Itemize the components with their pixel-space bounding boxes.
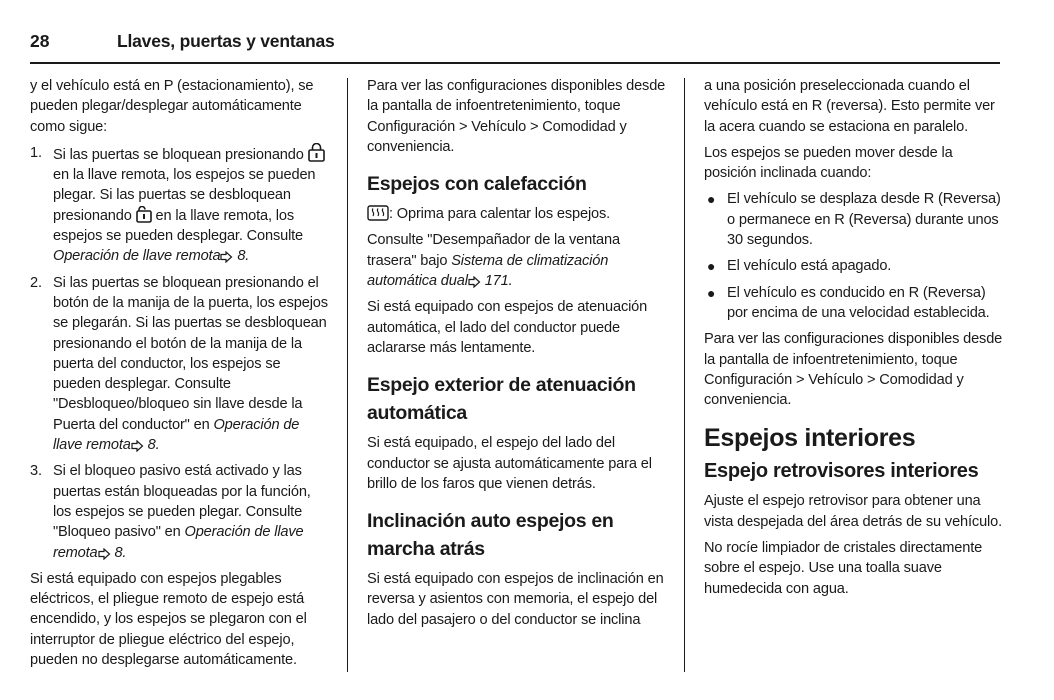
list-item: [30, 273, 332, 456]
section-heading-heated-mirrors: Espejos con calefacción: [367, 173, 587, 196]
list-item: [30, 461, 332, 562]
page-reference: 8.: [237, 248, 250, 265]
page-ref-arrow-icon: [98, 548, 111, 560]
page-header: [30, 31, 1000, 57]
heater-instruction: [367, 204, 669, 224]
page-number: 28: [30, 31, 50, 51]
bullet-icon: ●: [707, 284, 716, 301]
consult-paragraph: [367, 230, 669, 291]
bullet-text: El vehículo es conducido en R (Reversa) por encima de una velocidad establecida.: [727, 284, 990, 321]
step-number: 2.: [30, 274, 42, 291]
closing-paragraph: Si está equipado con espejos plegables eléctricos, el pliegue remoto de espejo está encendido, y los espejos se plegaron con el interruptor de pliegue eléctrico del espejo, pueden no desplegarse automáticamente.: [30, 570, 307, 669]
list-item: [30, 143, 332, 267]
header-rule: [30, 62, 1000, 64]
column-divider: [347, 78, 348, 672]
unlock-icon: [136, 206, 152, 223]
config-paragraph: Para ver las configuraciones disponibles desde la pantalla de infoentretenimiento, toque Configuración > Vehículo > Comodidad y conveniencia.: [367, 78, 666, 155]
page-reference: 171.: [484, 273, 513, 290]
bullet-text: El vehículo está apagado.: [727, 258, 892, 275]
step-text: Si el bloqueo pasivo está activado y las puertas están bloqueadas por la función, los espejos se pueden plegar. Consulte "Bloqueo pasivo" en: [53, 463, 311, 541]
rear-defrost-icon: [367, 205, 389, 221]
column-divider: [684, 78, 685, 672]
intro-paragraph: y el vehículo está en P (estacionamiento), se pueden plegar/desplegar automáticamente como sigue:: [30, 78, 314, 135]
section-heading-auto-dim: Espejo exterior de atenuación automática: [367, 374, 636, 425]
auto-dim-body: Si está equipado, el espejo del lado del conductor se ajusta automáticamente para el brillo de los faros que vienen detrás.: [367, 435, 652, 492]
page-reference: 8.: [147, 437, 160, 454]
subheading-rearview-mirror: Espejo retrovisores interiores: [704, 460, 979, 483]
consult-text: Consulte "Desempañador de la ventana trasera" bajo: [367, 232, 620, 269]
adjust-paragraph: Ajuste el espejo retrovisor para obtener una vista despejada del área detrás de su vehículo.: [704, 493, 1002, 530]
cross-reference-link[interactable]: Sistema de climatización automática dual: [367, 252, 609, 290]
step-number: 3.: [30, 463, 42, 480]
step-text: en la llave remota, los espejos se pueden desplegar. Consulte: [53, 207, 304, 245]
page-ref-arrow-icon: [220, 251, 233, 263]
steps-list: [30, 143, 332, 563]
bullet-icon: ●: [707, 258, 716, 275]
section-heading-interior-mirrors: Espejos interiores: [704, 424, 916, 453]
running-title: Llaves, puertas y ventanas: [117, 31, 335, 51]
step-text: Si las puertas se bloquean presionando el botón de la manija de la puerta, los espejos se plegarán. Si las puertas se desbloquean presionando el botón de la manija de la puerta del conductor, los espejos se pueden desplegar. Consulte "Desbloqueo/bloqueo sin llave desde la Puerta del conductor" en: [53, 274, 328, 433]
list-item: [704, 189, 1004, 250]
lock-icon: [308, 143, 325, 162]
continued-paragraph: a una posición preseleccionada cuando el vehículo está en R (reversa). Esto permite ver la acera cuando se estaciona en paralelo.: [704, 78, 995, 135]
list-item: [704, 283, 1004, 324]
config-paragraph: Para ver las configuraciones disponibles desde la pantalla de infoentretenimiento, toque Configuración > Vehículo > Comodidad y conveniencia.: [704, 331, 1003, 409]
step-text: Si las puertas se bloquean presionando: [53, 146, 304, 163]
page-reference: 8.: [114, 544, 127, 561]
cross-reference-link[interactable]: Operación de llave remota: [53, 248, 221, 265]
bullet-text: El vehículo se desplaza desde R (Reversa) o permanece en R (Reversa) durante unos 30 segundos.: [727, 191, 1001, 249]
page-ref-arrow-icon: [468, 276, 481, 288]
column-3: [704, 76, 1004, 605]
reverse-tilt-body: Si está equipado con espejos de inclinación en reversa y asientos con memoria, el espejo del lado del pasajero o del conductor se inclina: [367, 571, 664, 628]
cleaning-paragraph: No rocíe limpiador de cristales directamente sobre el espejo. Use una toalla suave humedecida con agua.: [704, 540, 983, 597]
dimming-note: Si está equipado con espejos de atenuación automática, el lado del conductor puede aclararse más lentamente.: [367, 299, 648, 356]
step-text: en la llave remota, los espejos se pueden plegar. Si las puertas se desbloquean presionando: [53, 167, 316, 224]
conditions-list: [704, 189, 1004, 323]
column-1: [30, 76, 332, 676]
cross-reference-link[interactable]: Operación de llave remota: [53, 524, 304, 561]
list-item: [704, 256, 1004, 276]
page-ref-arrow-icon: [131, 440, 144, 452]
section-heading-reverse-tilt: Inclinación auto espejos en marcha atrás: [367, 510, 614, 561]
cross-reference-link[interactable]: Operación de llave remota: [53, 416, 300, 454]
move-intro: Los espejos se pueden mover desde la posición inclinada cuando:: [704, 144, 953, 182]
heater-instruction-text: : Oprima para calentar los espejos.: [389, 206, 611, 223]
bullet-icon: ●: [707, 191, 716, 208]
column-2: [367, 76, 669, 636]
step-number: 1.: [30, 144, 42, 161]
